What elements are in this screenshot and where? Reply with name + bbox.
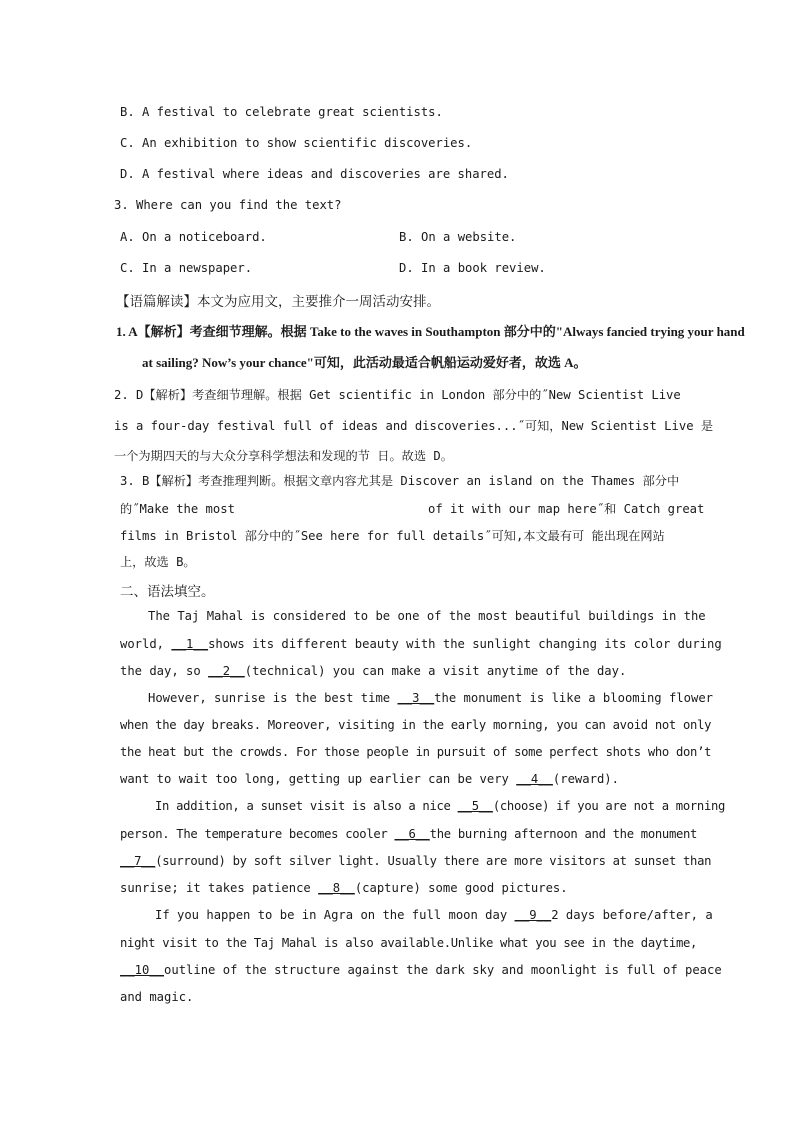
text-span: In addition, a sunset visit is also a nice: [155, 799, 458, 813]
q3-option-a: A. On a noticeboard.: [120, 230, 267, 244]
q3-option-c: C. In a newspaper.: [120, 261, 253, 275]
answer-3-line-4: 上，故选 B。: [120, 555, 196, 569]
text-span: person. The temperature becomes cooler: [120, 827, 395, 841]
text-span: world,: [120, 637, 172, 651]
q3-option-d: D. In a book review.: [399, 261, 546, 275]
paragraph-2-line-2: when the day breaks. Moreover, visiting in the early morning, you can avoid not only: [120, 718, 712, 732]
text-span: shows its different beauty with the sunlight changing its color during: [208, 637, 722, 651]
blank-4: __4__: [516, 772, 553, 786]
paragraph-2-line-3: the heat but the crowds. For those people in pursuit of some perfect shots who don’t: [120, 745, 712, 759]
paragraph-2-line-1: [148, 691, 713, 705]
blank-3: __3__: [397, 691, 435, 705]
text-span: the burning afternoon and the monument: [429, 827, 698, 841]
answer-1-line-2: at sailing? Now’s your chance"可知，此活动最适合帆船运动爱好者，故选 A。: [142, 355, 587, 370]
analysis-title: 【语篇解读】本文为应用文，主要推介一周活动安排。: [116, 294, 440, 310]
text-span: 2 days before/after, a: [551, 908, 713, 922]
paragraph-4-line-4: and magic.: [120, 990, 194, 1004]
blank-7: __7__: [120, 854, 156, 868]
text-span: the monument is like a blooming flower: [434, 691, 713, 705]
paragraph-1-line-3: [120, 664, 626, 678]
paragraph-4-line-2: night visit to the Taj Mahal is also available.Unlike what you see in the daytime,: [120, 936, 698, 950]
text-span: the day, so: [120, 664, 209, 678]
answer-2-line-1: 2. D【解析】考查细节理解。根据 Get scientific in London 部分中的˝New Scientist Live: [114, 388, 681, 402]
option-d: D. A festival where ideas and discoveries are shared.: [120, 167, 509, 181]
text-span: outline of the structure against the dark sky and moonlight is full of peace: [164, 963, 722, 977]
paragraph-3-line-1: [155, 799, 725, 813]
blank-9: __9__: [514, 908, 552, 922]
text-span: If you happen to be in Agra on the full moon day: [155, 908, 515, 922]
blank-2: __2__: [208, 664, 245, 678]
text-span: (surround) by soft silver light. Usually there are more visitors at sunset than: [155, 854, 712, 868]
option-c: C. An exhibition to show scientific discoveries.: [120, 136, 473, 150]
answer-1-line-1: 1. A【解析】考查细节理解。根据 Take to the waves in Southampton 部分中的"Always fancied trying your hand: [116, 324, 745, 339]
option-b: B. A festival to celebrate great scientists.: [120, 105, 443, 119]
paragraph-3-line-4: [120, 881, 568, 895]
paragraph-4-line-1: [155, 908, 713, 922]
answer-3-line-3: films in Bristol 部分中的˝See here for full details˝可知,本文最有可 能出现在网站: [120, 529, 665, 543]
text-span: want to wait too long, getting up earlier can be very: [120, 772, 517, 786]
paragraph-3-line-3: [120, 854, 711, 868]
blank-6: __6__: [394, 827, 430, 841]
paragraph-3-line-2: [120, 827, 697, 841]
text-span: (capture) some good pictures.: [354, 881, 568, 895]
text-span: sunrise; it takes patience: [120, 881, 319, 895]
answer-3-line-2a: 的˝Make the most: [120, 502, 235, 516]
blank-10: __10__: [120, 963, 165, 977]
question-3-stem: 3. Where can you find the text?: [114, 198, 342, 212]
paragraph-2-line-4: [120, 772, 619, 786]
text-span: (technical) you can make a visit anytime of the day.: [244, 664, 627, 678]
q3-option-b: B. On a website.: [399, 230, 517, 244]
answer-2-line-3: 一个为期四天的与大众分享科学想法和发现的节 日。故选 D。: [114, 449, 453, 463]
paragraph-1-line-2: [120, 637, 722, 651]
text-span: (choose) if you are not a morning: [492, 799, 726, 813]
text-span: (reward).: [552, 772, 619, 786]
answer-3-line-1: 3. B【解析】考查推理判断。根据文章内容尤其是 Discover an island on the Thames 部分中: [120, 474, 680, 488]
blank-5: __5__: [457, 799, 493, 813]
answer-2-line-2: is a four-day festival full of ideas and discoveries...˝可知，New Scientist Live 是: [114, 419, 714, 433]
paragraph-1-line-1: The Taj Mahal is considered to be one of the most beautiful buildings in the: [148, 609, 706, 623]
answer-3-line-2b: of it with our map here˝和 Catch great: [428, 502, 705, 516]
blank-1: __1__: [171, 637, 209, 651]
blank-8: __8__: [318, 881, 355, 895]
text-span: However, sunrise is the best time: [148, 691, 398, 705]
paragraph-4-line-3: [120, 963, 722, 977]
section-2-heading: 二、语法填空。: [120, 584, 215, 600]
